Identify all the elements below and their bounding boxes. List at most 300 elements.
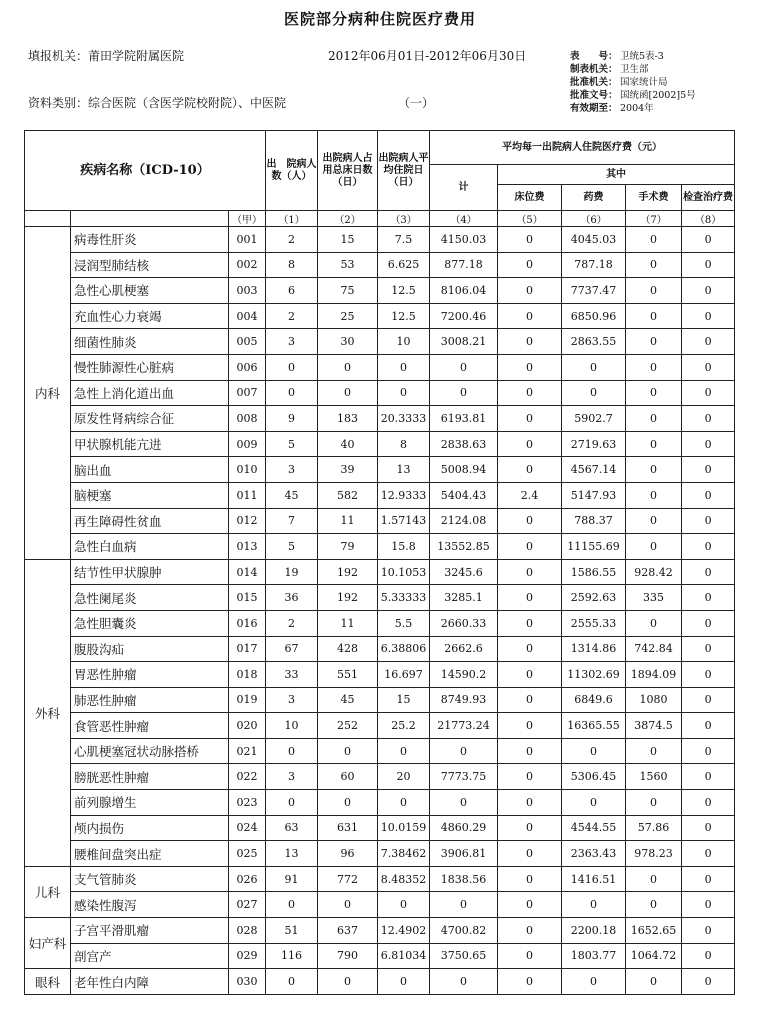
cell-patients: 5 bbox=[266, 431, 318, 457]
cell-total: 0 bbox=[430, 380, 498, 406]
cell-avgstay: 10 bbox=[378, 329, 430, 355]
cell-avgstay: 10.1053 bbox=[378, 559, 430, 585]
table-row bbox=[25, 380, 735, 406]
cell-surgery: 0 bbox=[626, 252, 682, 278]
cell-patients: 63 bbox=[266, 815, 318, 841]
cell-name: 腰椎间盘突出症 bbox=[71, 841, 229, 867]
cell-drug: 2592.63 bbox=[562, 585, 626, 611]
cell-surgery: 0 bbox=[626, 969, 682, 995]
colnum-jia: （甲） bbox=[229, 211, 266, 227]
cell-name: 脑出血 bbox=[71, 457, 229, 483]
cell-total: 0 bbox=[430, 969, 498, 995]
cell-beddays: 428 bbox=[318, 636, 378, 662]
cell-exam: 0 bbox=[682, 457, 735, 483]
cell-avgstay: 8 bbox=[378, 431, 430, 457]
cell-avgstay: 12.5 bbox=[378, 303, 430, 329]
cell-surgery: 978.23 bbox=[626, 841, 682, 867]
cell-exam: 0 bbox=[682, 278, 735, 304]
cell-avgstay: 6.38806 bbox=[378, 636, 430, 662]
table-row bbox=[25, 252, 735, 278]
cell-beddays: 183 bbox=[318, 406, 378, 432]
cell-exam: 0 bbox=[682, 841, 735, 867]
cell-exam: 0 bbox=[682, 738, 735, 764]
cell-beddays: 551 bbox=[318, 662, 378, 688]
cell-exam: 0 bbox=[682, 918, 735, 944]
reporting-org bbox=[28, 47, 184, 64]
header-bed-days: 出院病人占用总床日数（日） bbox=[318, 131, 378, 211]
cell-code: 010 bbox=[229, 457, 266, 483]
cell-name: 再生障碍性贫血 bbox=[71, 508, 229, 534]
department-label: 妇产科 bbox=[25, 918, 71, 969]
department-label: 眼科 bbox=[25, 969, 71, 995]
cell-avgstay: 0 bbox=[378, 790, 430, 816]
cell-beddays: 637 bbox=[318, 918, 378, 944]
cell-drug: 0 bbox=[562, 738, 626, 764]
table-row bbox=[25, 738, 735, 764]
table-row bbox=[25, 815, 735, 841]
cell-surgery: 335 bbox=[626, 585, 682, 611]
cell-surgery: 0 bbox=[626, 431, 682, 457]
cell-total: 3245.6 bbox=[430, 559, 498, 585]
cell-surgery: 0 bbox=[626, 610, 682, 636]
cell-patients: 36 bbox=[266, 585, 318, 611]
cell-patients: 2 bbox=[266, 303, 318, 329]
cell-avgstay: 15.8 bbox=[378, 534, 430, 560]
cell-avgstay: 7.5 bbox=[378, 227, 430, 253]
cell-avgstay: 7.38462 bbox=[378, 841, 430, 867]
cell-avgstay: 20 bbox=[378, 764, 430, 790]
cell-surgery: 1560 bbox=[626, 764, 682, 790]
cell-bed: 2.4 bbox=[498, 482, 562, 508]
cell-drug: 16365.55 bbox=[562, 713, 626, 739]
header-bed-fee: 床位费 bbox=[498, 185, 562, 211]
cell-bed: 0 bbox=[498, 278, 562, 304]
header-disease-name: 疾病名称（ICD-10） bbox=[25, 131, 266, 211]
cell-bed: 0 bbox=[498, 892, 562, 918]
cell-code: 014 bbox=[229, 559, 266, 585]
cell-surgery: 928.42 bbox=[626, 559, 682, 585]
cell-beddays: 40 bbox=[318, 431, 378, 457]
table-row bbox=[25, 585, 735, 611]
table-row bbox=[25, 610, 735, 636]
table-row bbox=[25, 713, 735, 739]
table-row bbox=[25, 918, 735, 944]
cell-bed: 0 bbox=[498, 354, 562, 380]
cell-total: 877.18 bbox=[430, 252, 498, 278]
table-row bbox=[25, 841, 735, 867]
cell-name: 急性白血病 bbox=[71, 534, 229, 560]
cell-exam: 0 bbox=[682, 892, 735, 918]
cell-code: 016 bbox=[229, 610, 266, 636]
cell-exam: 0 bbox=[682, 969, 735, 995]
cell-name: 感染性腹泻 bbox=[71, 892, 229, 918]
cell-drug: 787.18 bbox=[562, 252, 626, 278]
cell-beddays: 15 bbox=[318, 227, 378, 253]
cell-drug: 5902.7 bbox=[562, 406, 626, 432]
cell-code: 002 bbox=[229, 252, 266, 278]
cell-exam: 0 bbox=[682, 636, 735, 662]
cell-patients: 2 bbox=[266, 227, 318, 253]
cell-code: 008 bbox=[229, 406, 266, 432]
cell-drug: 0 bbox=[562, 354, 626, 380]
cell-beddays: 0 bbox=[318, 892, 378, 918]
cell-exam: 0 bbox=[682, 790, 735, 816]
meta-row bbox=[570, 102, 696, 115]
cell-bed: 0 bbox=[498, 918, 562, 944]
cell-surgery: 0 bbox=[626, 508, 682, 534]
table-row bbox=[25, 406, 735, 432]
cell-patients: 33 bbox=[266, 662, 318, 688]
cell-surgery: 0 bbox=[626, 406, 682, 432]
cell-code: 024 bbox=[229, 815, 266, 841]
cell-surgery: 0 bbox=[626, 534, 682, 560]
cell-code: 017 bbox=[229, 636, 266, 662]
cell-code: 007 bbox=[229, 380, 266, 406]
cell-surgery: 0 bbox=[626, 380, 682, 406]
cell-exam: 0 bbox=[682, 764, 735, 790]
colnum-2: （2） bbox=[318, 211, 378, 227]
cell-avgstay: 6.625 bbox=[378, 252, 430, 278]
cell-patients: 67 bbox=[266, 636, 318, 662]
cell-surgery: 0 bbox=[626, 482, 682, 508]
cell-drug: 2363.43 bbox=[562, 841, 626, 867]
cell-beddays: 582 bbox=[318, 482, 378, 508]
cell-exam: 0 bbox=[682, 431, 735, 457]
cell-bed: 0 bbox=[498, 636, 562, 662]
table-row bbox=[25, 227, 735, 253]
cell-bed: 0 bbox=[498, 585, 562, 611]
cell-exam: 0 bbox=[682, 534, 735, 560]
cell-drug: 1416.51 bbox=[562, 866, 626, 892]
cell-patients: 8 bbox=[266, 252, 318, 278]
cell-total: 2838.63 bbox=[430, 431, 498, 457]
header-total: 计 bbox=[430, 165, 498, 211]
cell-code: 013 bbox=[229, 534, 266, 560]
cell-exam: 0 bbox=[682, 508, 735, 534]
cell-beddays: 0 bbox=[318, 790, 378, 816]
cell-code: 011 bbox=[229, 482, 266, 508]
cell-avgstay: 0 bbox=[378, 969, 430, 995]
cell-patients: 10 bbox=[266, 713, 318, 739]
cell-patients: 2 bbox=[266, 610, 318, 636]
header-of-which: 其中 bbox=[498, 165, 735, 185]
cell-name: 支气管肺炎 bbox=[71, 866, 229, 892]
cell-patients: 13 bbox=[266, 841, 318, 867]
table-row bbox=[25, 278, 735, 304]
cell-beddays: 11 bbox=[318, 610, 378, 636]
cell-total: 5404.43 bbox=[430, 482, 498, 508]
cell-beddays: 11 bbox=[318, 508, 378, 534]
cell-code: 021 bbox=[229, 738, 266, 764]
cell-avgstay: 25.2 bbox=[378, 713, 430, 739]
cell-surgery: 0 bbox=[626, 329, 682, 355]
meta-value: 2004年 bbox=[620, 103, 654, 114]
cell-bed: 0 bbox=[498, 431, 562, 457]
table-row bbox=[25, 969, 735, 995]
cell-total: 1838.56 bbox=[430, 866, 498, 892]
cell-exam: 0 bbox=[682, 252, 735, 278]
cell-surgery: 742.84 bbox=[626, 636, 682, 662]
cell-patients: 0 bbox=[266, 354, 318, 380]
meta-key: 批准机关： bbox=[570, 77, 618, 88]
cell-patients: 116 bbox=[266, 943, 318, 969]
cell-drug: 11302.69 bbox=[562, 662, 626, 688]
cell-name: 颅内损伤 bbox=[71, 815, 229, 841]
cell-patients: 0 bbox=[266, 892, 318, 918]
reporting-org-value: 莆田学院附属医院 bbox=[88, 49, 185, 63]
cell-surgery: 0 bbox=[626, 278, 682, 304]
cell-patients: 6 bbox=[266, 278, 318, 304]
cell-drug: 5306.45 bbox=[562, 764, 626, 790]
cell-beddays: 79 bbox=[318, 534, 378, 560]
cell-drug: 4567.14 bbox=[562, 457, 626, 483]
cell-total: 8749.93 bbox=[430, 687, 498, 713]
cell-patients: 19 bbox=[266, 559, 318, 585]
cell-drug: 11155.69 bbox=[562, 534, 626, 560]
cell-code: 009 bbox=[229, 431, 266, 457]
cell-exam: 0 bbox=[682, 866, 735, 892]
cell-surgery: 0 bbox=[626, 738, 682, 764]
cell-bed: 0 bbox=[498, 662, 562, 688]
cell-bed: 0 bbox=[498, 790, 562, 816]
cell-name: 前列腺增生 bbox=[71, 790, 229, 816]
cell-surgery: 0 bbox=[626, 303, 682, 329]
cell-drug: 4544.55 bbox=[562, 815, 626, 841]
data-category-label: 资料类别： bbox=[28, 96, 89, 110]
cell-total: 2660.33 bbox=[430, 610, 498, 636]
cell-patients: 7 bbox=[266, 508, 318, 534]
cell-total: 2124.08 bbox=[430, 508, 498, 534]
cell-beddays: 60 bbox=[318, 764, 378, 790]
header-surgery-fee: 手术费 bbox=[626, 185, 682, 211]
cell-drug: 0 bbox=[562, 892, 626, 918]
table-row bbox=[25, 687, 735, 713]
meta-key: 批准文号： bbox=[570, 90, 618, 101]
cell-exam: 0 bbox=[682, 482, 735, 508]
colnum-3: （3） bbox=[378, 211, 430, 227]
cell-patients: 3 bbox=[266, 687, 318, 713]
table-row bbox=[25, 457, 735, 483]
cell-patients: 91 bbox=[266, 866, 318, 892]
cell-exam: 0 bbox=[682, 354, 735, 380]
cell-name: 原发性肾病综合征 bbox=[71, 406, 229, 432]
table-row bbox=[25, 636, 735, 662]
cell-patients: 9 bbox=[266, 406, 318, 432]
cell-bed: 0 bbox=[498, 559, 562, 585]
cell-exam: 0 bbox=[682, 662, 735, 688]
cell-total: 4860.29 bbox=[430, 815, 498, 841]
cell-avgstay: 12.9333 bbox=[378, 482, 430, 508]
meta-key: 制表机关： bbox=[570, 64, 618, 75]
table-row bbox=[25, 431, 735, 457]
cell-surgery: 0 bbox=[626, 354, 682, 380]
cell-surgery: 0 bbox=[626, 892, 682, 918]
meta-value: 卫生部 bbox=[620, 64, 649, 75]
cell-avgstay: 5.5 bbox=[378, 610, 430, 636]
cell-surgery: 1064.72 bbox=[626, 943, 682, 969]
cell-avgstay: 0 bbox=[378, 380, 430, 406]
cell-exam: 0 bbox=[682, 303, 735, 329]
cell-drug: 1314.86 bbox=[562, 636, 626, 662]
table-row bbox=[25, 534, 735, 560]
cell-bed: 0 bbox=[498, 687, 562, 713]
cell-bed: 0 bbox=[498, 227, 562, 253]
meta-value: 国统函[2002]5号 bbox=[620, 90, 696, 101]
table-row bbox=[25, 508, 735, 534]
cell-total: 3285.1 bbox=[430, 585, 498, 611]
cost-table bbox=[24, 130, 735, 995]
cell-name: 急性上消化道出血 bbox=[71, 380, 229, 406]
cell-code: 022 bbox=[229, 764, 266, 790]
cell-bed: 0 bbox=[498, 534, 562, 560]
report-title: 医院部分病种住院医疗费用 bbox=[283, 10, 476, 28]
cell-code: 023 bbox=[229, 790, 266, 816]
cell-bed: 0 bbox=[498, 764, 562, 790]
cell-name: 腹股沟疝 bbox=[71, 636, 229, 662]
cell-code: 028 bbox=[229, 918, 266, 944]
header-drug-fee: 药费 bbox=[562, 185, 626, 211]
data-category bbox=[28, 94, 286, 111]
cell-avgstay: 13 bbox=[378, 457, 430, 483]
cell-exam: 0 bbox=[682, 610, 735, 636]
cell-beddays: 790 bbox=[318, 943, 378, 969]
cell-drug: 1803.77 bbox=[562, 943, 626, 969]
cell-total: 4150.03 bbox=[430, 227, 498, 253]
colnum-1: （1） bbox=[266, 211, 318, 227]
cell-name: 急性阑尾炎 bbox=[71, 585, 229, 611]
cell-beddays: 45 bbox=[318, 687, 378, 713]
cell-total: 3008.21 bbox=[430, 329, 498, 355]
cell-avgstay: 16.697 bbox=[378, 662, 430, 688]
cell-exam: 0 bbox=[682, 559, 735, 585]
cell-code: 012 bbox=[229, 508, 266, 534]
cell-name: 慢性肺源性心脏病 bbox=[71, 354, 229, 380]
cell-name: 充血性心力衰竭 bbox=[71, 303, 229, 329]
cell-patients: 0 bbox=[266, 738, 318, 764]
cell-total: 4700.82 bbox=[430, 918, 498, 944]
cell-beddays: 0 bbox=[318, 738, 378, 764]
meta-key: 表 号： bbox=[570, 51, 618, 62]
cell-code: 003 bbox=[229, 278, 266, 304]
reporting-org-label: 填报机关： bbox=[28, 49, 89, 63]
cell-drug: 7737.47 bbox=[562, 278, 626, 304]
cell-avgstay: 12.4902 bbox=[378, 918, 430, 944]
cell-name: 剖宫产 bbox=[71, 943, 229, 969]
cell-name: 胃恶性肿瘤 bbox=[71, 662, 229, 688]
meta-row bbox=[570, 89, 696, 102]
cell-beddays: 192 bbox=[318, 585, 378, 611]
meta-key: 有效期至： bbox=[570, 103, 618, 114]
cell-code: 004 bbox=[229, 303, 266, 329]
cell-surgery: 0 bbox=[626, 457, 682, 483]
cell-beddays: 0 bbox=[318, 380, 378, 406]
cell-beddays: 30 bbox=[318, 329, 378, 355]
header-patients: 出 院病人数（人） bbox=[266, 131, 318, 211]
cell-total: 0 bbox=[430, 738, 498, 764]
cell-patients: 3 bbox=[266, 764, 318, 790]
cell-avgstay: 6.81034 bbox=[378, 943, 430, 969]
cell-surgery: 0 bbox=[626, 790, 682, 816]
colnum-4: （4） bbox=[430, 211, 498, 227]
colnum-7: （7） bbox=[626, 211, 682, 227]
meta-value: 国家统计局 bbox=[620, 77, 668, 88]
cell-patients: 0 bbox=[266, 380, 318, 406]
cell-exam: 0 bbox=[682, 943, 735, 969]
cell-name: 浸润型肺结核 bbox=[71, 252, 229, 278]
cell-total: 2662.6 bbox=[430, 636, 498, 662]
cell-exam: 0 bbox=[682, 406, 735, 432]
cell-name: 细菌性肺炎 bbox=[71, 329, 229, 355]
cell-code: 030 bbox=[229, 969, 266, 995]
header-avg-stay: 出院病人平均住院日（日） bbox=[378, 131, 430, 211]
cell-avgstay: 10.0159 bbox=[378, 815, 430, 841]
cell-beddays: 75 bbox=[318, 278, 378, 304]
cell-avgstay: 20.3333 bbox=[378, 406, 430, 432]
cell-code: 019 bbox=[229, 687, 266, 713]
cell-avgstay: 5.33333 bbox=[378, 585, 430, 611]
cell-total: 0 bbox=[430, 354, 498, 380]
cell-drug: 2863.55 bbox=[562, 329, 626, 355]
cell-total: 3750.65 bbox=[430, 943, 498, 969]
cell-beddays: 0 bbox=[318, 969, 378, 995]
cell-beddays: 772 bbox=[318, 866, 378, 892]
cell-exam: 0 bbox=[682, 687, 735, 713]
meta-row bbox=[570, 76, 696, 89]
cell-code: 025 bbox=[229, 841, 266, 867]
colnum-blank bbox=[25, 211, 71, 227]
cell-surgery: 0 bbox=[626, 866, 682, 892]
cell-beddays: 252 bbox=[318, 713, 378, 739]
cell-name: 心肌梗塞冠状动脉搭桥 bbox=[71, 738, 229, 764]
header-exam-fee: 检查治疗费 bbox=[682, 185, 735, 211]
cell-bed: 0 bbox=[498, 815, 562, 841]
cell-surgery: 3874.5 bbox=[626, 713, 682, 739]
cell-bed: 0 bbox=[498, 329, 562, 355]
cell-drug: 2200.18 bbox=[562, 918, 626, 944]
cell-bed: 0 bbox=[498, 866, 562, 892]
cell-beddays: 0 bbox=[318, 354, 378, 380]
colnum-blank bbox=[71, 211, 229, 227]
cell-beddays: 631 bbox=[318, 815, 378, 841]
cell-bed: 0 bbox=[498, 610, 562, 636]
cell-name: 甲状腺机能亢进 bbox=[71, 431, 229, 457]
cell-drug: 0 bbox=[562, 380, 626, 406]
cell-beddays: 25 bbox=[318, 303, 378, 329]
cell-name: 肺恶性肿瘤 bbox=[71, 687, 229, 713]
colnum-6: （6） bbox=[562, 211, 626, 227]
cell-total: 0 bbox=[430, 892, 498, 918]
cell-drug: 1586.55 bbox=[562, 559, 626, 585]
cell-drug: 5147.93 bbox=[562, 482, 626, 508]
cell-total: 21773.24 bbox=[430, 713, 498, 739]
cell-avgstay: 15 bbox=[378, 687, 430, 713]
cell-drug: 2719.63 bbox=[562, 431, 626, 457]
cell-bed: 0 bbox=[498, 713, 562, 739]
cell-name: 结节性甲状腺肿 bbox=[71, 559, 229, 585]
cell-beddays: 53 bbox=[318, 252, 378, 278]
report-period: 2012年06月01日-2012年06月30日 bbox=[328, 49, 527, 63]
cell-name: 病毒性肝炎 bbox=[71, 227, 229, 253]
cell-patients: 5 bbox=[266, 534, 318, 560]
data-category-value: 综合医院（含医学院校附院）、中医院 bbox=[88, 96, 287, 110]
cell-avgstay: 8.48352 bbox=[378, 866, 430, 892]
table-row bbox=[25, 662, 735, 688]
cell-patients: 0 bbox=[266, 969, 318, 995]
colnum-5: （5） bbox=[498, 211, 562, 227]
cell-code: 029 bbox=[229, 943, 266, 969]
cell-beddays: 96 bbox=[318, 841, 378, 867]
cell-total: 0 bbox=[430, 790, 498, 816]
